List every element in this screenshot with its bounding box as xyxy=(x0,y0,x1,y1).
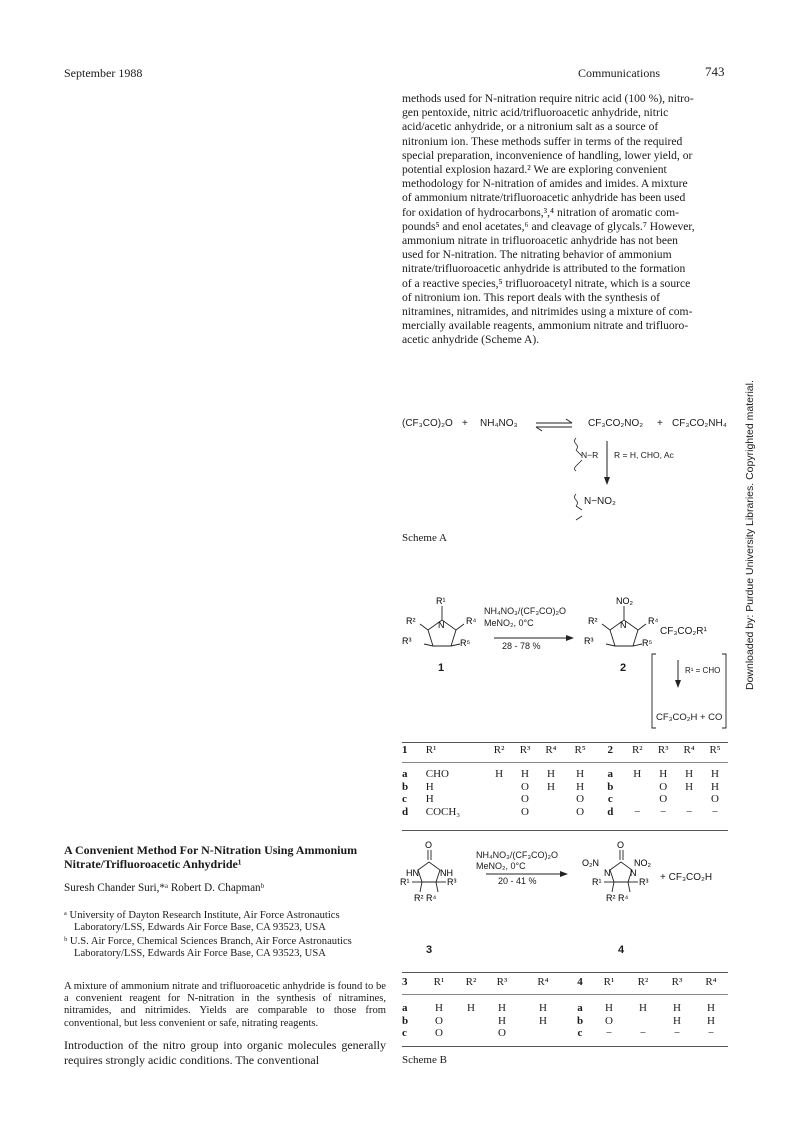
table-cell: H xyxy=(495,768,504,781)
table2-header-row xyxy=(402,976,728,989)
table1-top-rule xyxy=(402,742,728,743)
compound-4-label: 4 xyxy=(618,944,625,956)
table-header: R⁵ xyxy=(709,744,721,757)
table-cell: a xyxy=(402,1002,408,1015)
reaction1-solvent: MeNO₂, 0°C xyxy=(484,618,534,628)
reaction2-reagents: NH₄NO₃/(CF₃CO)₂O xyxy=(476,850,558,860)
table-cell: H xyxy=(673,1002,681,1015)
table-cell: H xyxy=(605,1002,613,1015)
table-cell: a xyxy=(577,1002,583,1015)
text-line: for oxidation of hydrocarbons,³,⁴ nitration of aromatic com- xyxy=(402,205,679,219)
svg-text:R⁴: R⁴ xyxy=(466,616,477,626)
table-cell: O xyxy=(435,1014,443,1027)
reaction2-byproduct: + CF₃CO₂H xyxy=(660,872,713,883)
table-header: R⁵ xyxy=(574,744,586,757)
table-cell xyxy=(626,1015,660,1028)
table1-header-rule xyxy=(402,762,728,763)
table-cell xyxy=(456,1015,486,1028)
table-header: R¹ xyxy=(603,976,615,989)
svg-text:NO₂: NO₂ xyxy=(616,596,633,606)
table2-header-rule xyxy=(402,994,728,995)
text-line: special preparation, inconvenience of handling, lower yield, or xyxy=(402,148,693,162)
table-cell: c xyxy=(577,1027,583,1040)
table-row xyxy=(402,768,728,781)
table-cell xyxy=(538,793,564,806)
text-line: nitramines, nitramides, and nitrimides using a mixture of com- xyxy=(402,305,693,319)
table-cell: H xyxy=(685,780,694,793)
table-cell: O xyxy=(659,780,668,793)
table-header: 4 xyxy=(577,976,583,989)
text-line: of nitronium ion. This report deals with the synthesis of xyxy=(402,290,661,304)
text-line: of ammonium nitrate/trifluoroacetic anhydride has been used xyxy=(402,191,686,205)
table-cell: O xyxy=(521,805,529,818)
table-header: R² xyxy=(631,744,643,757)
intro-continuation xyxy=(402,92,728,348)
table-row xyxy=(402,793,728,806)
text-line: mercially available reagents, ammonium nitrate and trifluoro- xyxy=(402,319,689,333)
table-row xyxy=(402,781,728,794)
svg-text:R²: R² xyxy=(588,616,598,626)
table-cell: H xyxy=(673,1014,681,1027)
table-cell: b xyxy=(576,1014,584,1027)
table-cell: H xyxy=(711,768,719,781)
reaction2-yield: 20 - 41 % xyxy=(498,876,537,886)
svg-text:R³: R³ xyxy=(402,636,412,646)
table-cell: O xyxy=(521,793,529,806)
imidazolidinone-ring-4 xyxy=(610,862,632,882)
affiliation-b: ᵇ U.S. Air Force, Chemical Sciences Branch, Air Force Astronautics Laboratory/LSS, Edwards Air Force Base, CA 93523, USA xyxy=(64,936,352,960)
affiliation-a: ᵃ University of Dayton Research Institute, Air Force Astronautics Laboratory/LSS, Edwards Air Force Base, CA 93523, USA xyxy=(64,910,340,934)
table-cell: H xyxy=(633,768,642,781)
table-cell: H xyxy=(685,768,694,781)
table-cell xyxy=(538,806,564,819)
article-authors: Suresh Chander Suri,*ᵃ Robert D. Chapmanᵇ xyxy=(64,882,265,894)
svg-text:R¹: R¹ xyxy=(436,596,446,606)
scheme-a-substrate: N−R xyxy=(581,450,599,460)
svg-text:R⁵: R⁵ xyxy=(642,638,653,648)
svg-text:R¹: R¹ xyxy=(592,877,602,887)
svg-text:O: O xyxy=(617,840,625,850)
table-header: R² xyxy=(637,976,649,989)
abstract: A mixture of ammonium nitrate and trifluoroacetic anhydride is found to be a convenient reagent for N-nitration in the synthesis of nitramines, nitramides, and nitrimides. Yields are comparable to those from conventional, but less convenient or safe, nitrating reagents. xyxy=(64,981,386,1029)
table-cell: O xyxy=(659,793,668,806)
table-header: R² xyxy=(493,744,505,757)
text-line: of a reactive species,⁵ trifluoroacetyl nitrate, which is a source xyxy=(402,276,691,290)
reaction1-reagents: NH₄NO₃/(CF₃CO)₂O xyxy=(484,606,566,616)
table-cell: O xyxy=(605,1014,613,1027)
table-row xyxy=(402,1027,728,1040)
imidazolidinone-ring-3 xyxy=(418,862,440,882)
reaction2-solvent: MeNO₂, 0°C xyxy=(476,861,526,871)
text-line: potential explosion hazard.² We are exploring convenient xyxy=(402,163,667,177)
reaction1-byproduct: CF₃CO₂R¹ xyxy=(660,626,707,637)
table-cell: H xyxy=(521,768,529,781)
text-line: ammonium nitrate in trifluoroacetic anhydride has not been xyxy=(402,234,678,248)
table-header: R² xyxy=(465,976,477,989)
table-cell: H xyxy=(659,768,668,781)
table-header: R³ xyxy=(496,976,508,989)
table-cell xyxy=(486,781,512,794)
running-date: September 1988 xyxy=(64,66,143,80)
svg-text:HN: HN xyxy=(406,868,419,878)
table1 xyxy=(402,744,728,757)
compound-3-label: 3 xyxy=(426,944,433,956)
table-row xyxy=(402,1002,728,1015)
scheme-a-reactant1: (CF₃CO)₂O xyxy=(402,418,453,429)
table-cell: H xyxy=(425,780,434,793)
svg-text:R⁵: R⁵ xyxy=(460,638,471,648)
table1-header-row xyxy=(402,744,728,757)
down-arrow-icon xyxy=(602,441,612,487)
reaction2-structures xyxy=(398,836,738,946)
table-cell: H xyxy=(539,1002,547,1015)
table-cell: H xyxy=(639,1002,647,1015)
table-cell: O xyxy=(435,1027,443,1040)
svg-text:N: N xyxy=(630,868,637,878)
intro-start: Introduction of the nitro group into organic molecules generally requires strongly acidic conditions. The conventional xyxy=(64,1038,386,1067)
table-cell xyxy=(518,1027,568,1040)
text-line: methodology for N-nitration of amides and imides. A mixture xyxy=(402,177,688,191)
table-cell: c xyxy=(607,793,613,806)
table-cell: H xyxy=(546,768,555,781)
table-header: 1 xyxy=(402,744,408,757)
scheme-a-reactant2: NH₄NO₃ xyxy=(480,418,518,429)
svg-text:N: N xyxy=(604,868,611,878)
svg-text:R⁴: R⁴ xyxy=(648,616,659,626)
svg-text:N: N xyxy=(438,620,445,630)
table-cell: H xyxy=(435,1002,443,1015)
table-cell: H xyxy=(707,1002,715,1015)
svg-text:R² R⁴: R² R⁴ xyxy=(606,893,629,903)
reaction1-bracket-products: CF₃CO₂H + CO xyxy=(656,712,723,723)
compound-2-label: 2 xyxy=(620,662,627,674)
table-cell: − xyxy=(711,805,719,818)
text-line: nitronium ion. These methods suffer in terms of the required xyxy=(402,134,683,148)
table-cell: O xyxy=(498,1027,506,1040)
table-cell xyxy=(624,793,650,806)
table-header: R¹ xyxy=(433,976,445,989)
table-cell: H xyxy=(498,1014,506,1027)
svg-text:R²: R² xyxy=(406,616,416,626)
svg-text:R² R⁴: R² R⁴ xyxy=(414,893,437,903)
table2-body xyxy=(402,1002,728,1040)
table-cell: COCH₃ xyxy=(425,805,461,818)
table-header: R⁴ xyxy=(705,976,717,989)
svg-text:O: O xyxy=(425,840,433,850)
scheme-a-product2: CF₃CO₂NH₄ xyxy=(672,418,727,429)
scheme-b-label: Scheme B xyxy=(402,1054,447,1066)
table-cell: b xyxy=(607,780,614,793)
table-header: R³ xyxy=(671,976,683,989)
table-cell: b xyxy=(402,1014,409,1027)
table-cell: H xyxy=(707,1014,715,1027)
scheme-a-product1: CF₃CO₂NO₂ xyxy=(588,418,644,429)
text-line: methods used for N-nitration require nitric acid (100 %), nitro- xyxy=(402,92,694,105)
compound-1-label: 1 xyxy=(438,662,445,674)
table-cell: − xyxy=(707,1027,715,1040)
table-cell: H xyxy=(425,793,434,806)
table-cell xyxy=(486,793,512,806)
text-line: used for N-nitration. The nitrating behavior of ammonium xyxy=(402,248,672,262)
text-line: nitrate/trifluoroacetic anhydride is attributed to the formation xyxy=(402,262,686,276)
table-cell: d xyxy=(402,805,409,818)
svg-text:R³: R³ xyxy=(447,877,457,887)
table-cell: O xyxy=(521,780,529,793)
page-number: 743 xyxy=(705,64,725,79)
table-header: R⁴ xyxy=(545,744,557,757)
reaction1-bracket-condition: R¹ = CHO xyxy=(685,666,721,675)
table-cell: c xyxy=(402,1027,407,1040)
article-title: A Convenient Method For N-Nitration Using Ammonium Nitrate/Trifluoroacetic Anhydride¹ xyxy=(64,843,358,871)
table-cell: H xyxy=(711,780,719,793)
running-section: Communications xyxy=(578,66,660,80)
table2-top-rule xyxy=(402,972,728,973)
table-cell: c xyxy=(402,793,407,806)
table-header: R³ xyxy=(657,744,669,757)
svg-text:N: N xyxy=(620,620,627,630)
table2 xyxy=(402,976,728,989)
scheme-a-plus2: + xyxy=(657,418,663,429)
table-header: R⁴ xyxy=(683,744,695,757)
table-cell xyxy=(486,806,512,819)
table1-bottom-rule xyxy=(402,830,728,831)
table-cell xyxy=(456,1027,486,1040)
table-cell: − xyxy=(634,805,641,818)
table-cell: H xyxy=(546,780,555,793)
svg-text:R³: R³ xyxy=(639,877,649,887)
table-cell xyxy=(676,793,702,806)
table-row xyxy=(402,1015,728,1028)
table1-body xyxy=(402,768,728,818)
svg-text:R³: R³ xyxy=(584,636,594,646)
table-header: 2 xyxy=(607,744,614,757)
text-line: acid/acetic anhydride, or a nitronium salt as a source of xyxy=(402,120,659,134)
table-header: 3 xyxy=(402,976,408,989)
reaction1-yield: 28 - 78 % xyxy=(502,641,541,651)
table-cell: H xyxy=(576,768,585,781)
table-cell: − xyxy=(673,1027,681,1040)
table-cell: O xyxy=(576,805,585,818)
table-cell: − xyxy=(660,805,667,818)
table-cell: a xyxy=(402,768,408,781)
table-cell: H xyxy=(576,780,585,793)
table-cell xyxy=(624,781,650,794)
scheme-a-label: Scheme A xyxy=(402,532,447,544)
table-cell: d xyxy=(607,805,614,818)
download-watermark: Downloaded by: Purdue University Libraries. Copyrighted material. xyxy=(744,380,756,690)
svg-text:O₂N: O₂N xyxy=(582,858,599,868)
table-cell: a xyxy=(607,768,614,781)
table-cell: − xyxy=(639,1027,647,1040)
table-row xyxy=(402,806,728,819)
equilibrium-arrow-icon xyxy=(534,418,574,432)
svg-text:NH: NH xyxy=(440,868,453,878)
table2-bottom-rule xyxy=(402,1046,728,1047)
table-cell: H xyxy=(498,1002,506,1015)
scheme-a-plus1: + xyxy=(462,418,468,429)
scheme-a-condition: R = H, CHO, Ac xyxy=(614,450,674,460)
table-cell: O xyxy=(576,793,585,806)
text-line: gen pentoxide, nitric acid/trifluoroacetic anhydride, nitric xyxy=(402,106,669,120)
scheme-a-product: N−NO₂ xyxy=(584,496,616,507)
table-cell: b xyxy=(402,780,409,793)
text-line: acetic anhydride (Scheme A). xyxy=(402,333,540,347)
table-header: R⁴ xyxy=(537,976,549,989)
table-cell: H xyxy=(539,1014,547,1027)
table-header: R¹ xyxy=(425,744,437,757)
table-cell: CHO xyxy=(425,768,449,781)
svg-text:NO₂: NO₂ xyxy=(634,858,651,868)
table-cell: O xyxy=(711,793,719,806)
table-cell: − xyxy=(605,1027,613,1040)
table-header: R³ xyxy=(519,744,531,757)
text-line: pounds⁵ and enol acetates,⁶ and cleavage of glycals.⁷ However, xyxy=(402,219,695,233)
svg-text:R¹: R¹ xyxy=(400,877,410,887)
table-cell: − xyxy=(685,805,693,818)
table-cell: H xyxy=(467,1002,475,1015)
